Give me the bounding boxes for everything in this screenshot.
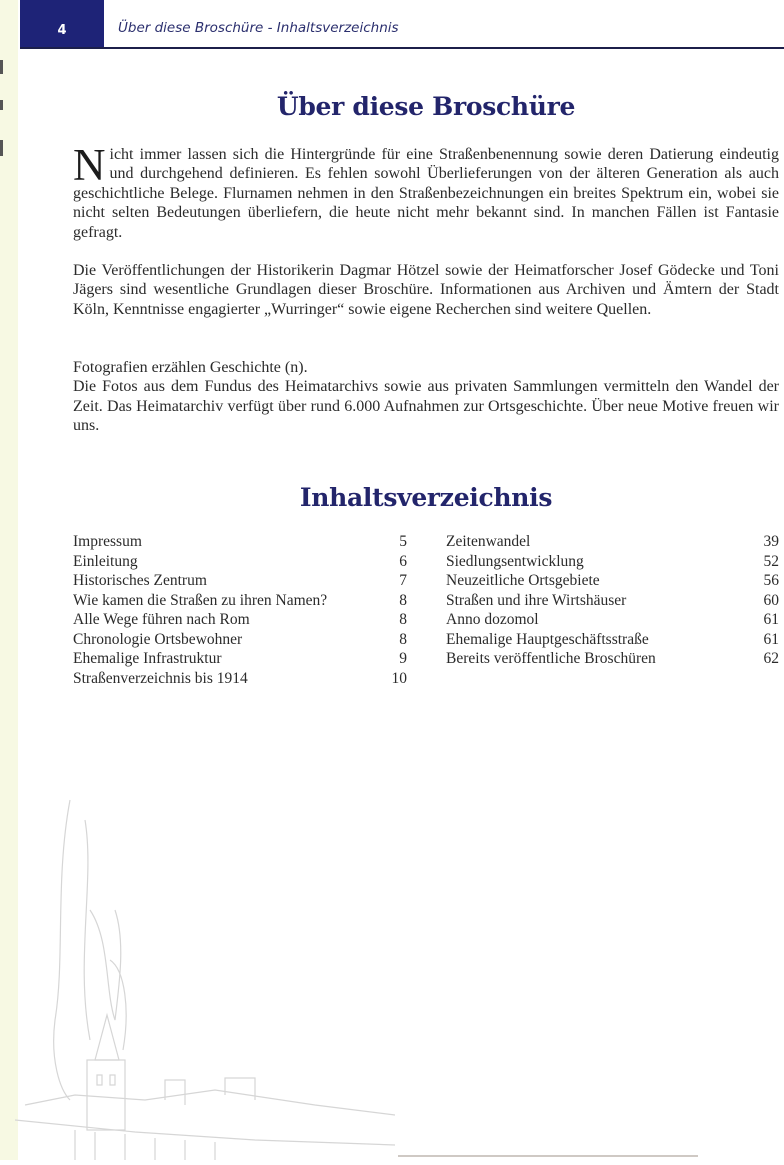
church-sketch-icon: [15, 760, 395, 1165]
toc-entry-label: Neuzeitliche Ortsgebiete: [446, 572, 600, 589]
toc-entry[interactable]: [73, 571, 407, 591]
toc-entry-page: 56: [763, 572, 779, 589]
toc-column-left: [73, 532, 407, 688]
toc-entry[interactable]: [73, 669, 407, 689]
toc-entry-page: 39: [763, 533, 779, 550]
toc-entry-page: 61: [763, 630, 779, 648]
toc-entry-page: 9: [399, 650, 407, 667]
toc-entry-page: 8: [399, 591, 407, 609]
gutter-mark: [0, 60, 3, 74]
toc-entry-label: Impressum: [73, 533, 142, 550]
toc-entry[interactable]: [73, 532, 407, 552]
toc-entry-page: 5: [399, 533, 407, 550]
toc-entry-label: Chronologie Ortsbewohner: [73, 630, 243, 648]
toc-entry[interactable]: [73, 591, 407, 611]
paragraph-intro: [73, 140, 779, 242]
toc-entry-page: 8: [399, 630, 407, 648]
toc-entry-label: Ehemalige Hauptgeschäftsstraße: [446, 630, 649, 648]
toc-entry-label: Siedlungsentwicklung: [446, 552, 584, 570]
toc-entry[interactable]: [446, 571, 779, 591]
paragraph-photos-text: Die Fotos aus dem Fundus des Heimatarchivs sowie aus privaten Sammlungen vermitteln den Wandel der Zeit. Das Heimatarchiv verfügt über rund 6.000 Aufnahmen zur Ortsgeschichte. Über neue Motive freuen wir uns.: [73, 378, 779, 435]
section-title-about: Über diese Broschüre: [276, 92, 576, 121]
toc-entry[interactable]: [446, 630, 779, 650]
toc-entry-label: Straßenverzeichnis bis 1914: [73, 669, 248, 687]
toc-entry-label: Ehemalige Infrastruktur: [73, 650, 222, 667]
toc-entry-label: Zeitenwandel: [446, 533, 531, 550]
toc-entry-page: 62: [763, 650, 779, 667]
toc-entry-page: 8: [399, 611, 407, 628]
toc-entry-label: Bereits veröffentliche Broschüren: [446, 650, 656, 667]
toc-entry-page: 6: [399, 552, 407, 570]
toc-entry-page: 60: [763, 591, 779, 609]
toc-entry-label: Einleitung: [73, 552, 138, 570]
paragraph-photos: [73, 358, 779, 436]
toc-entry[interactable]: [446, 649, 779, 669]
toc-entry-page: 10: [391, 669, 407, 687]
toc-entry[interactable]: [446, 591, 779, 611]
paragraph-photos-lead: Fotografien erzählen Geschichte (n).: [73, 359, 308, 376]
gutter-mark: [0, 140, 3, 156]
section-title-toc: Inhaltsverzeichnis: [299, 483, 553, 512]
page-number: 4: [20, 0, 104, 48]
toc-entry[interactable]: [73, 610, 407, 630]
bottom-divider: [398, 1155, 698, 1157]
toc-entry[interactable]: [446, 610, 779, 630]
toc-entry[interactable]: [446, 532, 779, 552]
paragraph-sources: Die Veröffentlichungen der Historikerin Dagmar Hötzel sowie der Heimatforscher Josef Gödecke und Toni Jägers sind wesentliche Grundlagen dieser Broschüre. Informationen aus Archiven und Ämtern der Stadt Köln, Kenntnisse engagierter „Wurringer“ sowie eigene Recherchen sind weitere Quellen.: [73, 262, 779, 318]
toc-entry-label: Anno dozomol: [446, 611, 539, 628]
toc-entry-label: Alle Wege führen nach Rom: [73, 611, 250, 628]
toc-entry-page: 7: [399, 572, 407, 589]
running-title: Über diese Broschüre - Inhaltsverzeichnis: [118, 20, 399, 36]
toc-entry-page: 52: [763, 552, 779, 570]
toc-entry-label: Straßen und ihre Wirtshäuser: [446, 591, 627, 609]
page-header: [20, 0, 784, 48]
toc-entry-page: 61: [763, 611, 779, 628]
toc-entry[interactable]: [73, 552, 407, 572]
toc-entry[interactable]: [446, 552, 779, 572]
toc-entry-label: Historisches Zentrum: [73, 572, 207, 589]
header-divider: [20, 47, 784, 49]
dropcap: N: [73, 140, 106, 190]
toc-column-right: [446, 532, 779, 669]
toc-entry[interactable]: [73, 649, 407, 669]
paragraph-intro-text: icht immer lassen sich die Hintergründe für eine Straßenbenennung sowie deren Datierung eindeutig und durchgehend definieren. Es fehlen sowohl Überlieferungen von der älteren Generation als auch geschichtliche Belege. Flurnamen nehmen in den Straßenbezeichnungen ein breites Spektrum ein, wobei sie nicht selten Bedeutungen überliefern, die heute nicht mehr bekannt sind. In manchen Fällen ist Fantasie gefragt.: [73, 146, 779, 241]
toc-entry-label: Wie kamen die Straßen zu ihren Namen?: [73, 591, 328, 609]
toc-entry[interactable]: [73, 630, 407, 650]
gutter-mark: [0, 100, 3, 110]
